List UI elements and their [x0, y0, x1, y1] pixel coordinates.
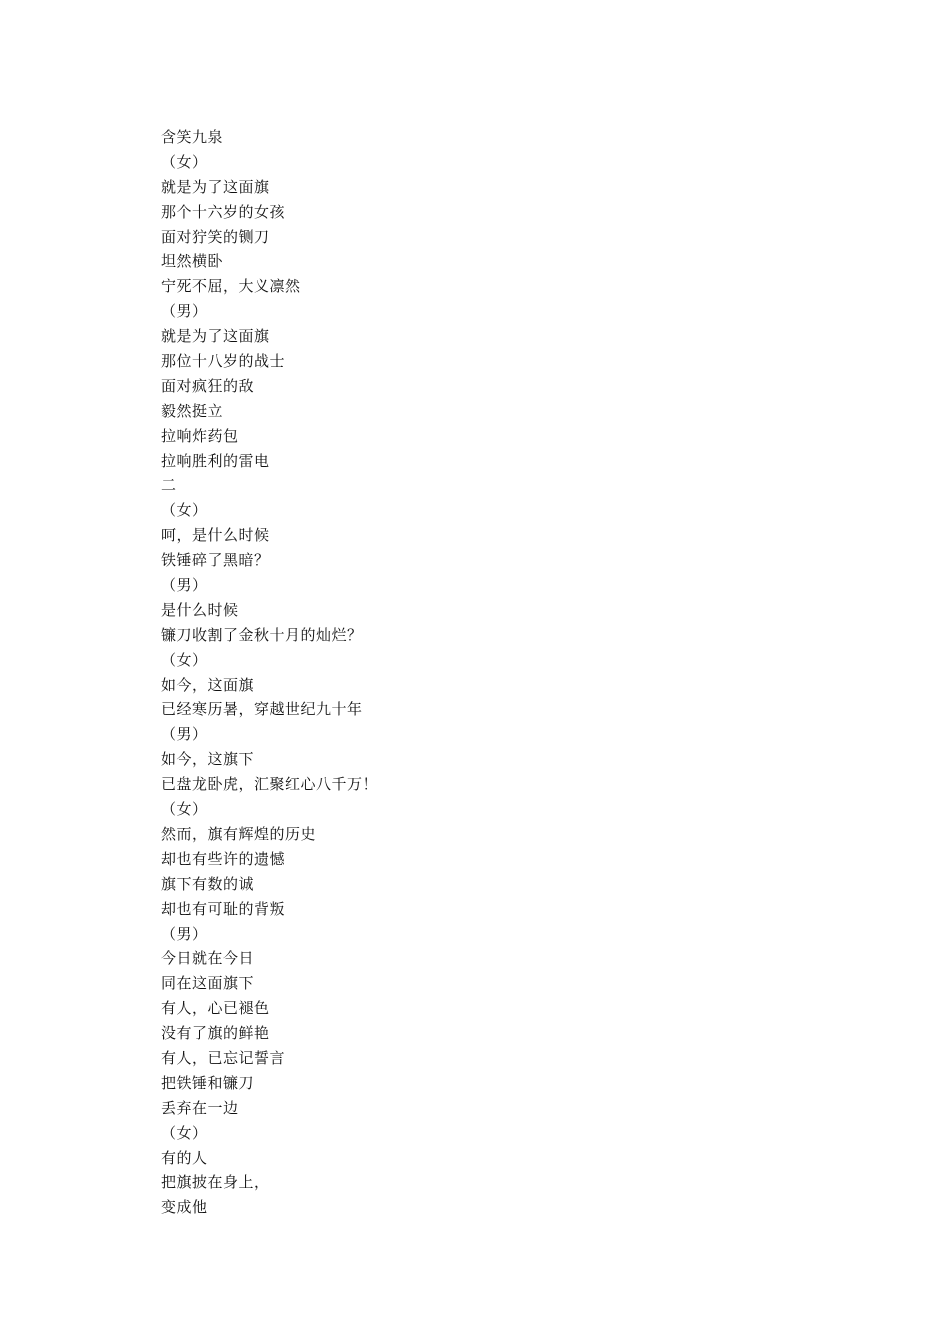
poem-line: （女） [161, 650, 208, 669]
poem-line: （女） [161, 800, 208, 819]
poem-line: （女） [161, 1123, 208, 1142]
poem-line: 却也有些许的遗憾 [161, 849, 286, 868]
poem-line: （男） [161, 725, 208, 744]
poem-line: （男） [161, 924, 208, 943]
poem-line: （女） [161, 152, 208, 171]
poem-line: 已盘龙卧虎，汇聚红心八千万！ [161, 775, 379, 794]
poem-line: 就是为了这面旗 [161, 177, 270, 196]
poem-line: 呵，是什么时候 [161, 526, 270, 545]
poem-line: 今日就在今日 [161, 949, 255, 968]
poem-line: 是什么时候 [161, 600, 239, 619]
poem-line: 同在这面旗下 [161, 974, 255, 993]
poem-line: 那位十八岁的战士 [161, 352, 286, 371]
poem-line: 宁死不屈，大义凛然 [161, 277, 301, 296]
poem-text [161, 125, 861, 1220]
poem-line: 就是为了这面旗 [161, 327, 270, 346]
poem-line: 有的人 [161, 1148, 208, 1167]
poem-line: 有人，心已褪色 [161, 999, 270, 1018]
poem-line: 把铁锤和镰刀 [161, 1073, 255, 1092]
poem-line: 面对疯狂的敌 [161, 376, 255, 395]
poem-line: 却也有可耻的背叛 [161, 899, 286, 918]
poem-line: 面对狞笑的铡刀 [161, 227, 270, 246]
poem-line: 拉响炸药包 [161, 426, 239, 445]
poem-line: （男） [161, 576, 208, 595]
poem-line: 毅然挺立 [161, 401, 224, 420]
poem-line: （男） [161, 302, 208, 321]
poem-line: 已经寒历暑，穿越世纪九十年 [161, 700, 363, 719]
poem-line: 没有了旗的鲜艳 [161, 1024, 270, 1043]
poem-line: 镰刀收割了金秋十月的灿烂？ [161, 625, 363, 644]
poem-line: 拉响胜利的雷电 [161, 451, 270, 470]
poem-line: （女） [161, 501, 208, 520]
poem-line: 有人，已忘记誓言 [161, 1048, 286, 1067]
poem-line: 丢弃在一边 [161, 1098, 239, 1117]
poem-line: 铁锤碎了黑暗？ [161, 551, 270, 570]
poem-line: 如今，这旗下 [161, 750, 255, 769]
poem-line: 如今，这面旗 [161, 675, 255, 694]
poem-line: 然而，旗有辉煌的历史 [161, 824, 317, 843]
poem-line: 含笑九泉 [161, 128, 224, 146]
poem-line: 把旗披在身上， [161, 1173, 270, 1192]
poem-line: 旗下有数的诚 [161, 874, 255, 893]
poem-line: 变成他 [161, 1198, 208, 1217]
poem-line: 坦然横卧 [161, 252, 224, 271]
poem-line: 那个十六岁的女孩 [161, 202, 286, 221]
poem-line: 二 [161, 476, 177, 495]
